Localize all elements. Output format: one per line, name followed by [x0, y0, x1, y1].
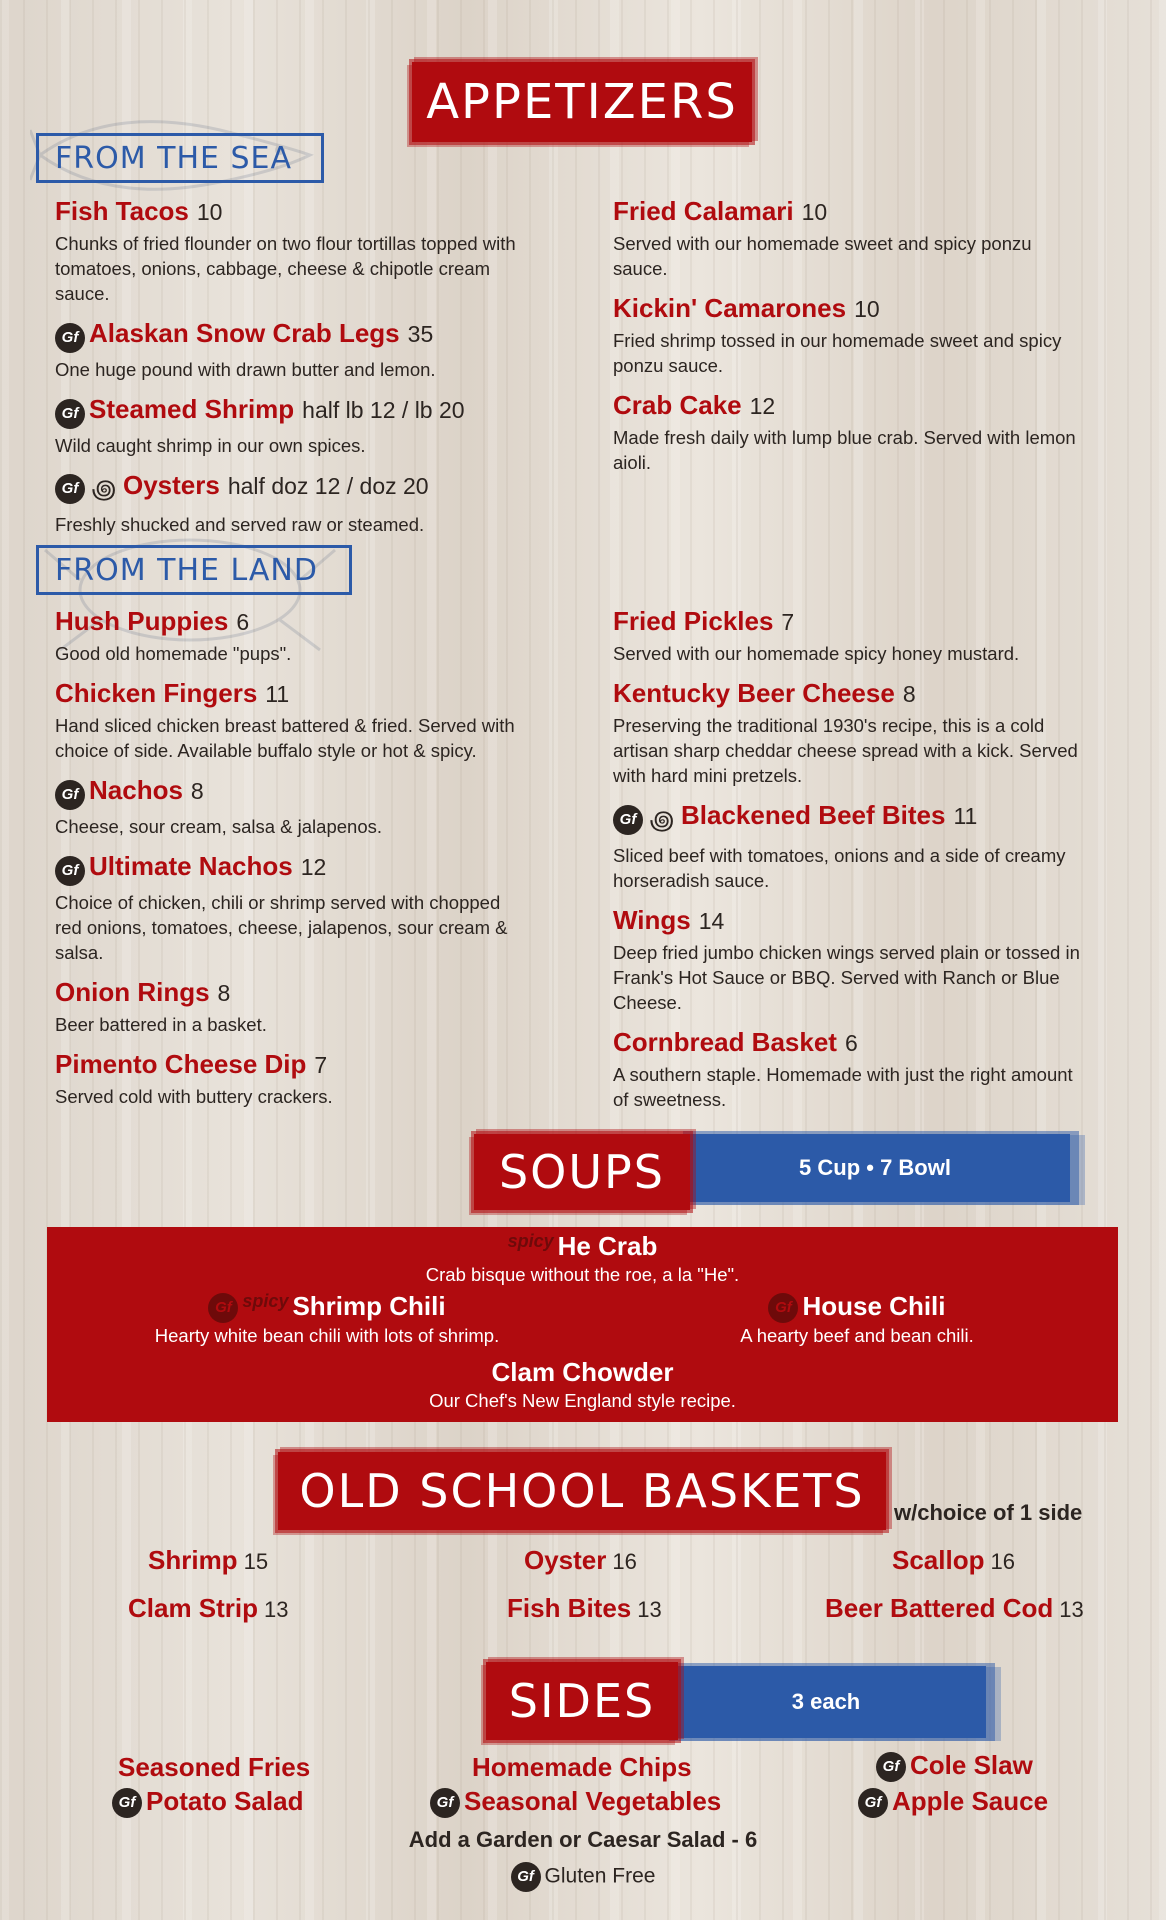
item-desc: Sliced beef with tomatoes, onions and a side of creamy horseradish sauce. [613, 844, 1066, 891]
gluten-free-icon: Gf [55, 474, 85, 504]
basket-item [825, 1593, 1084, 1624]
item-name: Steamed Shrimp [89, 393, 295, 424]
appetizers-title: APPETIZERS [412, 62, 752, 142]
land-heading: FROM THE LAND [36, 545, 352, 595]
basket-name: Oyster [524, 1545, 607, 1575]
land-right-column [613, 606, 1083, 1112]
legend-label: Gluten Free [544, 1864, 656, 1888]
basket-price: 13 [637, 1597, 662, 1622]
menu-item [613, 800, 1083, 893]
soup-shrimp-chili [67, 1291, 587, 1347]
basket-name: Clam Strip [128, 1593, 259, 1623]
side-item: Seasoned Fries [118, 1752, 311, 1782]
menu-item [55, 196, 525, 306]
gluten-free-icon: Gf [511, 1862, 541, 1892]
basket-price: 15 [243, 1549, 269, 1574]
item-name: Wings [613, 904, 691, 935]
salad-note: Add a Garden or Caesar Salad - 6 [408, 1827, 758, 1852]
menu-item [55, 606, 525, 666]
item-price: 6 [236, 609, 250, 635]
baskets-note: w/choice of 1 side [894, 1500, 1083, 1525]
item-desc: Fried shrimp tossed in our homemade sweet and spicy ponzu sauce. [613, 330, 1062, 376]
spicy-swirl-icon: ꩜ [91, 474, 117, 505]
gluten-free-icon: Gf [613, 805, 643, 835]
item-price: 12 [300, 853, 327, 880]
menu-item [613, 1027, 1083, 1112]
side-item [876, 1750, 1033, 1782]
menu-item [613, 905, 1083, 1015]
spicy-swirl-icon: ꩜ [649, 804, 675, 835]
item-name: Chicken Fingers [55, 678, 258, 708]
menu-item [55, 851, 525, 965]
soups-block [47, 1227, 1118, 1422]
item-name: Kickin' Camarones [613, 293, 847, 323]
side-name: Seasonal Vegetables [464, 1786, 722, 1816]
soups-title: SOUPS [474, 1134, 690, 1210]
item-desc: One huge pound with drawn butter and lemon. [55, 358, 436, 380]
gluten-free-icon: Gf [55, 399, 85, 429]
basket-name: Fish Bites [507, 1593, 632, 1623]
soup-desc: Our Chef's New England style recipe. [429, 1390, 736, 1411]
item-price: 7 [781, 609, 795, 635]
item-desc: Chunks of fried flounder on two flour tortillas topped with tomatoes, onions, cabbage, cheese & chipotle cream sauce. [55, 233, 516, 304]
sea-left-column [55, 196, 525, 537]
item-price: 35 [407, 321, 434, 347]
basket-name: Shrimp [148, 1545, 238, 1575]
item-price: 11 [953, 803, 978, 829]
side-name: Potato Salad [146, 1786, 304, 1816]
gluten-free-icon: Gf [112, 1788, 142, 1818]
soup-house-chili [647, 1291, 1067, 1347]
basket-name: Beer Battered Cod [825, 1593, 1054, 1623]
menu-item [55, 394, 525, 458]
item-desc: Good old homemade "pups". [55, 643, 292, 664]
soup-desc: A hearty beef and bean chili. [740, 1325, 974, 1347]
menu-item [55, 775, 525, 839]
item-desc: Hand sliced chicken breast battered & fried. Served with choice of side. Available buffalo style or hot & spicy. [55, 715, 515, 761]
side-item [430, 1786, 721, 1818]
gluten-free-icon: Gf [55, 323, 85, 353]
item-name: Alaskan Snow Crab Legs [89, 318, 400, 348]
soup-name: House Chili [802, 1291, 946, 1321]
item-name: Nachos [89, 775, 183, 805]
item-name: Fried Pickles [613, 606, 774, 636]
item-name: Crab Cake [613, 390, 742, 420]
sea-heading: FROM THE SEA [36, 133, 324, 183]
spicy-label: spicy [242, 1291, 289, 1311]
item-name: Fried Calamari [613, 196, 794, 226]
item-desc: Wild caught shrimp in our own spices. [55, 434, 366, 456]
item-name: Fish Tacos [55, 196, 189, 226]
basket-name: Scallop [892, 1545, 985, 1575]
side-name: Apple Sauce [892, 1786, 1049, 1816]
item-desc: Served with our homemade sweet and spicy ponzu sauce. [613, 233, 1032, 279]
soup-desc: Hearty white bean chili with lots of shrimp. [154, 1325, 500, 1347]
basket-item [892, 1545, 1015, 1576]
menu-item [55, 678, 525, 763]
item-price: 14 [698, 907, 725, 934]
item-name: Oysters [123, 469, 220, 500]
gluten-free-icon: Gf [208, 1293, 238, 1323]
menu-item [613, 196, 1083, 281]
item-name: Hush Puppies [55, 606, 229, 636]
menu-item [613, 678, 1083, 788]
item-desc: Served with our homemade spicy honey mustard. [613, 643, 1020, 664]
basket-item [524, 1545, 637, 1576]
soup-name: He Crab [557, 1231, 658, 1261]
side-item: Homemade Chips [472, 1752, 692, 1782]
item-desc: A southern staple. Homemade with just the right amount of sweetness. [613, 1063, 1073, 1110]
basket-price: 16 [612, 1549, 637, 1574]
item-desc: Choice of chicken, chili or shrimp served with chopped red onions, tomatoes, cheese, jalapenos, sour cream & salsa. [55, 891, 508, 963]
side-name: Cole Slaw [910, 1750, 1033, 1780]
item-desc: Deep fried jumbo chicken wings served plain or tossed in Frank's Hot Sauce or BBQ. Served with Ranch or Blue Cheese. [613, 941, 1080, 1013]
basket-item [507, 1593, 662, 1624]
item-price: 10 [801, 199, 828, 225]
menu-item [55, 1049, 525, 1109]
gluten-free-icon: Gf [768, 1293, 798, 1323]
item-name: Pimento Cheese Dip [55, 1048, 307, 1079]
soup-name: Clam Chowder [491, 1357, 674, 1387]
menu-item [613, 293, 1083, 378]
gluten-free-icon: Gf [858, 1788, 888, 1818]
basket-price: 13 [1059, 1597, 1084, 1622]
item-price: half doz 12 / doz 20 [227, 472, 429, 499]
side-item [112, 1786, 303, 1818]
item-name: Cornbread Basket [613, 1026, 837, 1057]
item-desc: Beer battered in a basket. [55, 1013, 267, 1035]
basket-price: 16 [990, 1549, 1015, 1574]
basket-item [148, 1545, 268, 1576]
item-price: half lb 12 / lb 20 [302, 396, 465, 423]
soup-name: Shrimp Chili [292, 1291, 446, 1321]
item-desc: Preserving the traditional 1930's recipe, this is a cold artisan sharp cheddar cheese spread with a kick. Served with hard mini pretzels. [613, 715, 1078, 786]
item-name: Ultimate Nachos [89, 850, 293, 881]
spicy-label: spicy [507, 1231, 554, 1251]
item-price: 8 [902, 681, 916, 707]
item-price: 11 [265, 681, 290, 707]
menu-item [55, 977, 525, 1037]
sides-title: SIDES [486, 1662, 678, 1740]
item-desc: Freshly shucked and served raw or steamed. [55, 514, 425, 536]
sea-right-column [613, 196, 1083, 475]
item-price: 12 [749, 393, 776, 419]
gluten-free-icon: Gf [55, 856, 85, 886]
gluten-free-icon: Gf [876, 1752, 906, 1782]
side-item [858, 1786, 1048, 1818]
item-price: 8 [190, 778, 204, 804]
item-price: 10 [854, 296, 880, 322]
gluten-free-legend [0, 1862, 1166, 1892]
soup-he-crab [47, 1231, 1118, 1286]
item-price: 6 [844, 1029, 858, 1056]
item-desc: Made fresh daily with lump blue crab. Served with lemon aioli. [613, 427, 1076, 473]
item-price: 7 [314, 1051, 328, 1078]
soups-pricing-banner: 5 Cup • 7 Bowl [680, 1134, 1070, 1202]
menu-item [55, 318, 525, 382]
menu-item [55, 470, 525, 538]
item-name: Onion Rings [55, 976, 210, 1007]
soup-desc: Crab bisque without the roe, a la "He". [425, 1264, 740, 1285]
basket-price: 13 [264, 1597, 289, 1622]
item-name: Kentucky Beer Cheese [613, 678, 895, 708]
soup-clam-chowder [47, 1357, 1118, 1412]
baskets-title: OLD SCHOOL BASKETS [278, 1452, 886, 1530]
menu-item [613, 606, 1083, 666]
item-desc: Served cold with buttery crackers. [55, 1085, 333, 1107]
item-desc: Cheese, sour cream, salsa & jalapenos. [55, 815, 383, 837]
menu-item [613, 390, 1083, 475]
item-price: 8 [217, 979, 231, 1006]
gluten-free-icon: Gf [430, 1788, 460, 1818]
sides-price-banner: 3 each [666, 1666, 986, 1738]
item-price: 10 [196, 199, 223, 225]
land-left-column [55, 606, 525, 1109]
gluten-free-icon: Gf [55, 780, 85, 810]
basket-item [128, 1593, 289, 1624]
item-name: Blackened Beef Bites [681, 800, 946, 830]
